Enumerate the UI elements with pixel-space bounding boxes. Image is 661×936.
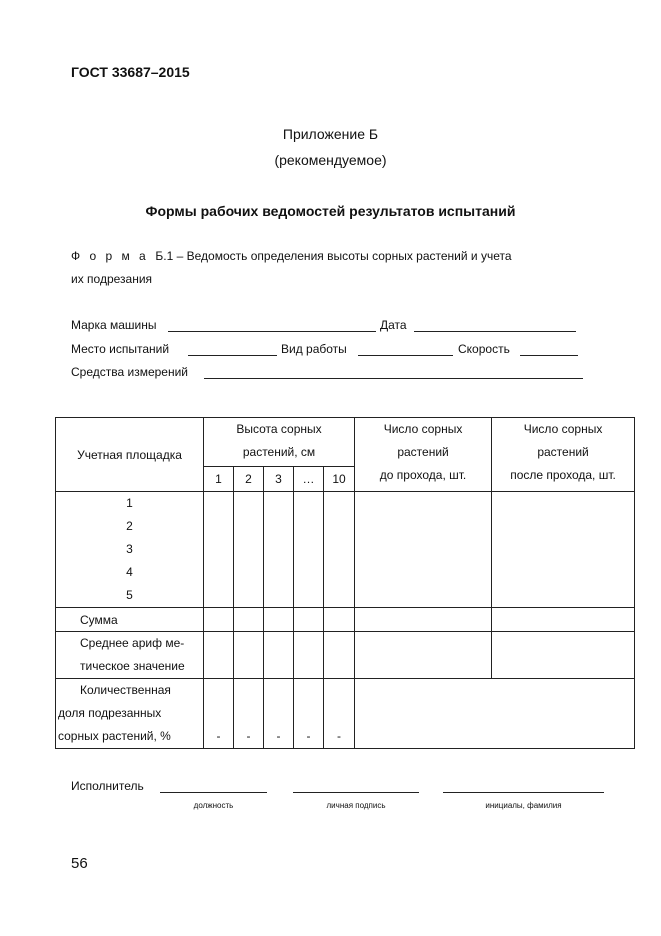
table-cell[interactable] [294, 492, 324, 608]
row-share-line3: сорных растений, % [58, 729, 171, 743]
row-share-line1: Количественная [80, 683, 171, 697]
machine-brand-field[interactable] [168, 331, 376, 332]
share-empty-cell [355, 679, 635, 749]
speed-field[interactable] [520, 355, 578, 356]
row-sum-text: Сумма [80, 612, 118, 627]
results-table [55, 417, 635, 749]
row-avg-line1: Среднее ариф ме- [80, 636, 185, 650]
appendix-subtitle: (рекомендуемое) [274, 152, 387, 168]
section-title: Формы рабочих ведомостей результатов испытаний [145, 203, 516, 219]
form-caption-line2: их подрезания [71, 272, 153, 286]
height-header-line1: Высота сорных [236, 422, 322, 436]
speed-label: Скорость [458, 342, 510, 356]
plot-number: 3 [126, 542, 133, 556]
table-cell[interactable] [492, 492, 635, 608]
table-cell[interactable] [324, 492, 355, 608]
signature-caption: личная подпись [326, 801, 386, 810]
table-cell[interactable] [324, 632, 355, 679]
after-header [492, 418, 635, 492]
table-cell[interactable] [234, 632, 264, 679]
before-header-line3: до прохода, шт. [379, 468, 467, 482]
position-line[interactable] [160, 792, 267, 793]
table-cell[interactable] [234, 608, 264, 632]
before-header-line1: Число сорных [383, 422, 463, 436]
row-sum-label [56, 608, 204, 632]
share-value-cell[interactable] [264, 679, 294, 749]
plot-header [56, 418, 204, 492]
row-share-line2: доля подрезанных [58, 706, 162, 720]
test-place-label: Место испытаний [71, 342, 170, 356]
row-avg-label [56, 632, 204, 679]
document-header: ГОСТ 33687–2015 [71, 64, 190, 80]
share-value: - [216, 729, 221, 743]
instruments-label: Средства измерений [71, 365, 189, 379]
table-cell[interactable] [492, 608, 635, 632]
share-value: - [276, 729, 281, 743]
table-cell[interactable] [355, 492, 492, 608]
date-label: Дата [380, 318, 407, 332]
share-value: - [306, 729, 311, 743]
plot-number: 1 [126, 496, 133, 510]
table-cell[interactable] [264, 632, 294, 679]
work-type-field[interactable] [358, 355, 453, 356]
test-place-field[interactable] [188, 355, 277, 356]
before-header-line2: растений [397, 445, 449, 459]
share-value-cell[interactable] [324, 679, 355, 749]
height-header [204, 418, 355, 467]
table-cell[interactable] [204, 608, 234, 632]
work-type-label: Вид работы [281, 342, 347, 356]
table-cell[interactable] [264, 608, 294, 632]
share-value: - [246, 729, 251, 743]
table-cell[interactable] [355, 608, 492, 632]
plot-numbers [56, 492, 204, 608]
table-cell[interactable] [492, 632, 635, 679]
height-subcol: … [294, 467, 324, 492]
height-subcol: 3 [264, 467, 294, 492]
table-cell[interactable] [324, 608, 355, 632]
table-cell[interactable] [204, 632, 234, 679]
row-avg-line2: тическое значение [80, 659, 185, 673]
form-caption-text: Б.1 – Ведомость определения высоты сорных растений и учета [155, 249, 512, 263]
date-field[interactable] [414, 331, 576, 332]
form-label: Ф о р м а [71, 249, 149, 263]
height-subcol: 10 [324, 467, 355, 492]
form-caption [71, 249, 512, 263]
table-cell[interactable] [204, 492, 234, 608]
plot-header-text: Учетная площадка [77, 447, 182, 462]
appendix-title: Приложение Б [282, 126, 379, 142]
instruments-field[interactable] [204, 378, 583, 379]
share-value-cell[interactable] [234, 679, 264, 749]
table-cell[interactable] [234, 492, 264, 608]
share-value-cell[interactable] [294, 679, 324, 749]
plot-number: 4 [126, 565, 133, 579]
plot-number: 2 [126, 519, 133, 533]
position-caption: должность [193, 801, 234, 810]
machine-brand-label: Марка машины [71, 318, 157, 332]
name-line[interactable] [443, 792, 604, 793]
signature-line[interactable] [293, 792, 419, 793]
page-number: 56 [71, 855, 88, 872]
share-value: - [337, 729, 342, 743]
share-value-cell[interactable] [204, 679, 234, 749]
before-header [355, 418, 492, 492]
after-header-line1: Число сорных [523, 422, 603, 436]
height-subcol: 2 [234, 467, 264, 492]
plot-number: 5 [126, 588, 133, 602]
after-header-line2: растений [537, 445, 589, 459]
height-header-line2: растений, см [242, 445, 316, 459]
table-cell[interactable] [294, 608, 324, 632]
row-share-label [56, 679, 204, 749]
height-subcol: 1 [204, 467, 234, 492]
table-cell[interactable] [294, 632, 324, 679]
table-cell[interactable] [355, 632, 492, 679]
after-header-line3: после прохода, шт. [510, 468, 616, 482]
performer-label: Исполнитель [71, 779, 144, 793]
name-caption: инициалы, фамилия [485, 801, 562, 810]
table-cell[interactable] [264, 492, 294, 608]
